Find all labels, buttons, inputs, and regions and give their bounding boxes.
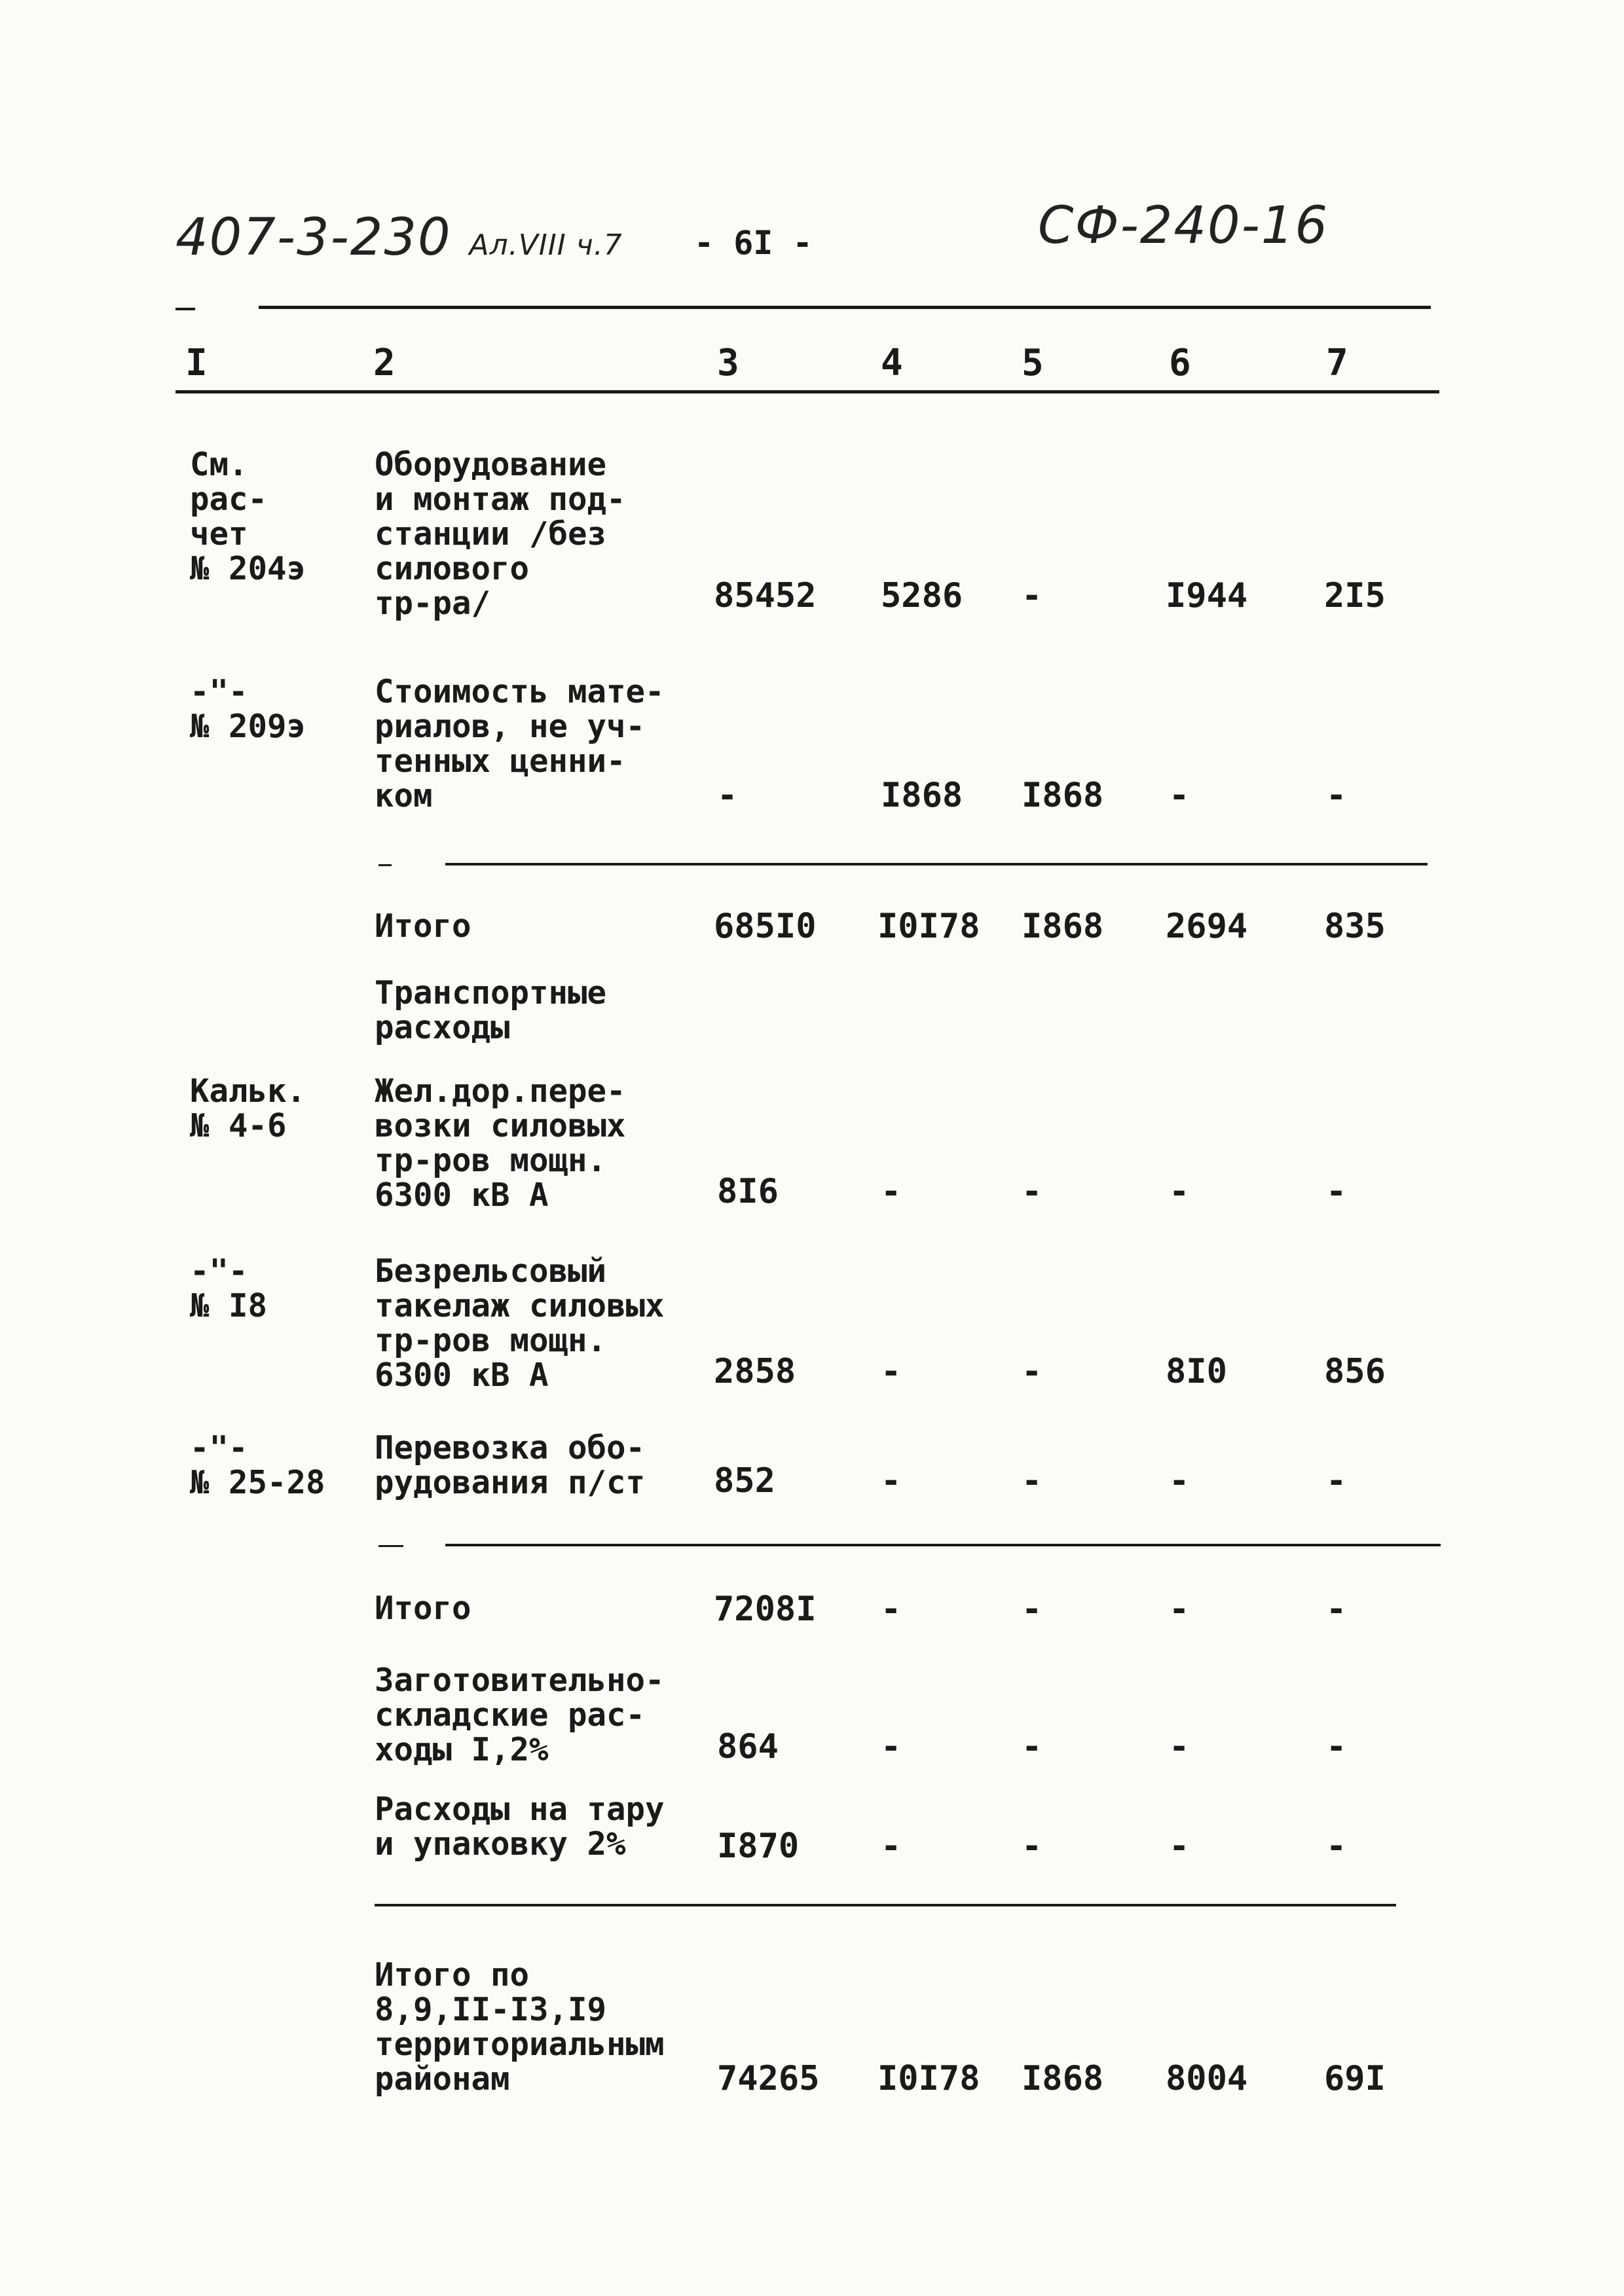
cell-col6: I944 <box>1166 576 1248 615</box>
subtotal-rule <box>445 863 1428 866</box>
row-name: Безрельсовый такелаж силовых тр-ров мощн. 6300 кВ А <box>375 1252 665 1394</box>
subtotal-rule-stub <box>378 864 392 866</box>
header-top-rule <box>259 306 1431 309</box>
column-header-rule <box>175 390 1439 393</box>
row-basis: -"- № 25-28 <box>190 1429 325 1501</box>
column-header-2: 2 <box>373 342 396 384</box>
cell-col7: 856 <box>1324 1352 1386 1391</box>
cell-col5: I868 <box>1022 776 1104 815</box>
row-name: Оборудование и монтаж под- станции /без силового тр-ра/ <box>375 446 626 622</box>
document-code: 407-3-230 Ал.VIII ч.7 <box>175 208 623 267</box>
header-rule-stub <box>175 308 195 310</box>
column-header-4: 4 <box>881 342 903 384</box>
cell-col4: - <box>881 1827 902 1866</box>
cell-col5: - <box>1022 1727 1043 1766</box>
cell-col5: I868 <box>1022 907 1104 946</box>
cell-col4: I868 <box>881 776 963 815</box>
cell-col7: - <box>1326 1727 1347 1766</box>
cell-col3: 864 <box>717 1727 779 1766</box>
row-basis: См. рас- чет № 204э <box>190 446 306 587</box>
cell-col4: - <box>881 1590 902 1629</box>
cell-col6: - <box>1169 1172 1190 1211</box>
cell-col7: - <box>1326 1461 1347 1501</box>
row-name: Расходы на тару и упаковку 2% <box>375 1791 665 1863</box>
cell-col4: I0I78 <box>877 907 980 946</box>
sheet-code: СФ-240-16 <box>1038 196 1329 255</box>
cell-col6: 8I0 <box>1166 1352 1227 1391</box>
cell-col3: 7208I <box>714 1590 817 1629</box>
subtotal-rule-stub <box>378 1545 403 1547</box>
cell-col6: - <box>1169 1827 1190 1866</box>
cell-col3: 685I0 <box>714 907 817 946</box>
cell-col5: - <box>1022 1172 1043 1211</box>
row-name: Стоимость мате- риалов, не уч- тенных ценни- ком <box>375 673 665 814</box>
row-name: Итого по 8,9,II-I3,I9 территориальным районам <box>375 1956 665 2098</box>
section-heading: Транспортные расходы <box>375 974 607 1046</box>
total-rule <box>375 1904 1396 1906</box>
cell-col7: 69I <box>1324 2059 1386 2098</box>
cell-col7: 2I5 <box>1324 576 1386 615</box>
subtotal-rule <box>445 1544 1441 1546</box>
cell-col3: 2858 <box>714 1352 796 1391</box>
row-basis: -"- № 209э <box>190 673 306 745</box>
row-name: Итого <box>375 1590 471 1627</box>
cell-col4: I0I78 <box>877 2059 980 2098</box>
page-number: - 6I - <box>694 224 813 262</box>
cell-col5: I868 <box>1022 2059 1104 2098</box>
column-header-5: 5 <box>1022 342 1044 384</box>
cell-col7: - <box>1326 1827 1347 1866</box>
cell-col3: I870 <box>717 1827 800 1866</box>
cell-col5: - <box>1022 576 1043 615</box>
cell-col4: - <box>881 1352 902 1391</box>
column-header-6: 6 <box>1169 342 1191 384</box>
cell-col4: 5286 <box>881 576 963 615</box>
cell-col5: - <box>1022 1461 1043 1501</box>
row-basis: Кальк. № 4-6 <box>190 1072 306 1144</box>
cell-col3: 852 <box>714 1461 775 1501</box>
cell-col5: - <box>1022 1352 1043 1391</box>
cell-col4: - <box>881 1727 902 1766</box>
album-reference: Ал.VIII ч.7 <box>469 228 623 262</box>
row-name: Перевозка обо- рудования п/ст <box>375 1429 646 1501</box>
cell-col7: - <box>1326 1590 1347 1629</box>
row-name: Заготовительно- складские рас- ходы I,2% <box>375 1662 665 1768</box>
cell-col7: 835 <box>1324 907 1386 946</box>
cell-col3: - <box>717 776 738 815</box>
cell-col6: 2694 <box>1166 907 1248 946</box>
cell-col6: - <box>1169 776 1190 815</box>
cell-col6: - <box>1169 1461 1190 1501</box>
cell-col6: 8004 <box>1166 2059 1248 2098</box>
row-basis: -"- № I8 <box>190 1252 268 1324</box>
cell-col5: - <box>1022 1827 1043 1866</box>
row-name: Итого <box>375 907 471 945</box>
cell-col7: - <box>1326 1172 1347 1211</box>
row-name: Жел.дор.пере- возки силовых тр-ров мощн. 6300 кВ А <box>375 1072 626 1214</box>
cell-col4: - <box>881 1461 902 1501</box>
cell-col5: - <box>1022 1590 1043 1629</box>
cell-col3: 74265 <box>717 2059 820 2098</box>
cell-col7: - <box>1326 776 1347 815</box>
column-header-1: I <box>185 342 208 384</box>
column-header-3: 3 <box>717 342 739 384</box>
cell-col3: 85452 <box>714 576 817 615</box>
cell-col6: - <box>1169 1727 1190 1766</box>
cell-col4: - <box>881 1172 902 1211</box>
cell-col6: - <box>1169 1590 1190 1629</box>
cell-col3: 8I6 <box>717 1172 779 1211</box>
column-header-7: 7 <box>1326 342 1348 384</box>
